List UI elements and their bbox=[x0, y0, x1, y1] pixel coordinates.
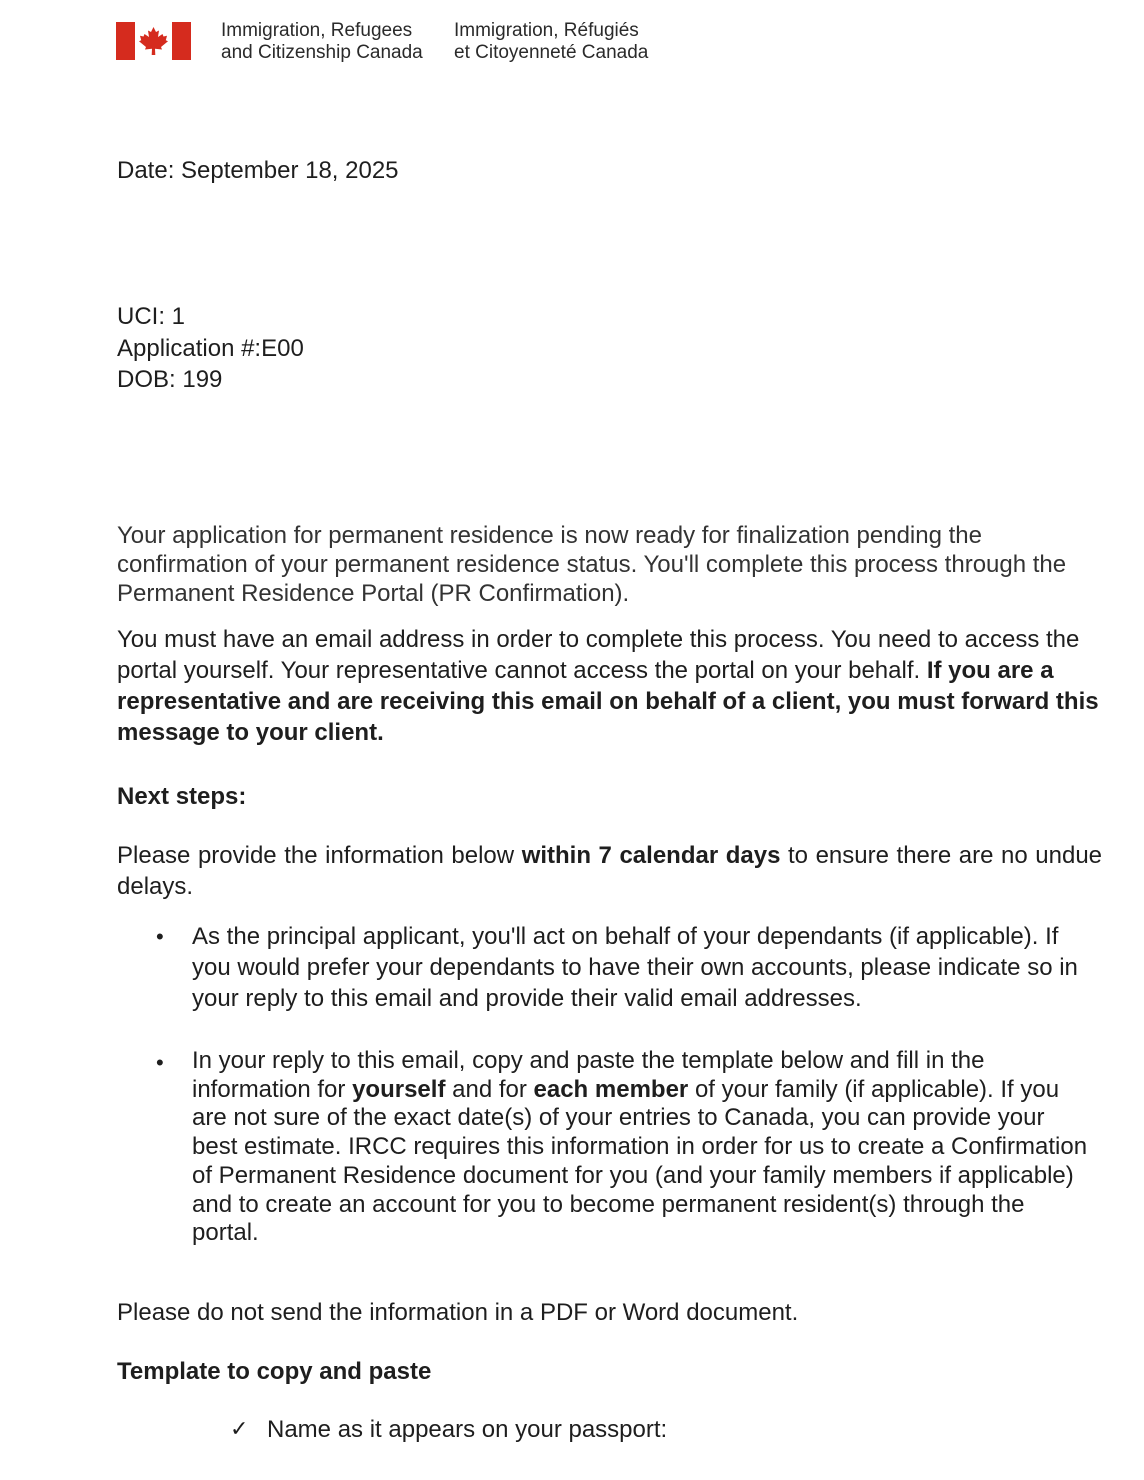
no-pdf-note: Please do not send the information in a PDF or Word document. bbox=[117, 1299, 799, 1326]
list-item: As the principal applicant, you'll act on behalf of your dependants (if applicable). If you would prefer your dependants to have their own accounts, please indicate so in your reply to this email and provide their valid email addresses. bbox=[192, 923, 1078, 1012]
template-item-passport-name: Name as it appears on your passport: bbox=[267, 1416, 668, 1443]
department-en-line2: and Citizenship Canada bbox=[221, 42, 423, 63]
department-name-english bbox=[221, 20, 423, 64]
bullet-text-part: and for bbox=[452, 1075, 527, 1103]
department-en-line1: Immigration, Refugees bbox=[221, 20, 413, 41]
deadline-emphasis: within 7 calendar days bbox=[521, 842, 781, 869]
list-item bbox=[192, 1047, 1092, 1248]
email-requirement-text: You must have an email address in order to complete this process. You need to access the portal yourself. Your representative cannot access the portal on your behalf. bbox=[117, 626, 1080, 684]
department-fr-line2: et Citoyenneté Canada bbox=[454, 42, 649, 63]
department-fr-line1: Immigration, Réfugiés bbox=[454, 20, 639, 41]
letter-date: Date: September 18, 2025 bbox=[117, 157, 399, 184]
department-name-french bbox=[454, 20, 648, 64]
bullet-text-part: of your family (if applicable). If you are not sure of the exact date(s) of your entries to Canada, you can provide your best estimate. IRCC requires this information in order for us to create a Confirmation of Permanent Residence document for you (and your family members if applicable) and to create an account for you to become permanent resident(s) through the portal. bbox=[192, 1075, 1088, 1247]
representative-notice: If you are a representative and are receiving this email on behalf of a client, you must forward this message to your client. bbox=[117, 657, 1099, 746]
next-steps-heading: Next steps: bbox=[117, 783, 247, 810]
dob-line: DOB: 199 bbox=[117, 366, 223, 393]
application-number-line: Application #:E00 bbox=[117, 335, 304, 362]
bullet-emphasis: yourself bbox=[352, 1075, 446, 1103]
bullet-emphasis: each member bbox=[533, 1075, 689, 1103]
next-steps-intro-end: to ensure there are no undue delays. bbox=[117, 842, 1103, 900]
bullet-text-part: In your reply to this email, copy and paste the template below and fill in the information for bbox=[192, 1047, 985, 1103]
bullet-icon: • bbox=[156, 1050, 164, 1075]
email-requirement-paragraph bbox=[117, 624, 1102, 748]
next-steps-intro bbox=[117, 840, 1102, 902]
canada-flag-icon bbox=[116, 22, 191, 60]
template-heading: Template to copy and paste bbox=[117, 1358, 432, 1385]
next-steps-intro-text: Please provide the information below bbox=[117, 842, 515, 869]
uci-line: UCI: 1 bbox=[117, 303, 186, 330]
intro-paragraph: Your application for permanent residence is now ready for finalization pending the confirmation of your permanent residence status. You'll complete this process through the Permanent Residence Portal (PR Confirmation). bbox=[117, 522, 1067, 607]
bullet-icon: • bbox=[156, 924, 164, 949]
checkmark-icon: ✓ bbox=[230, 1417, 249, 1442]
